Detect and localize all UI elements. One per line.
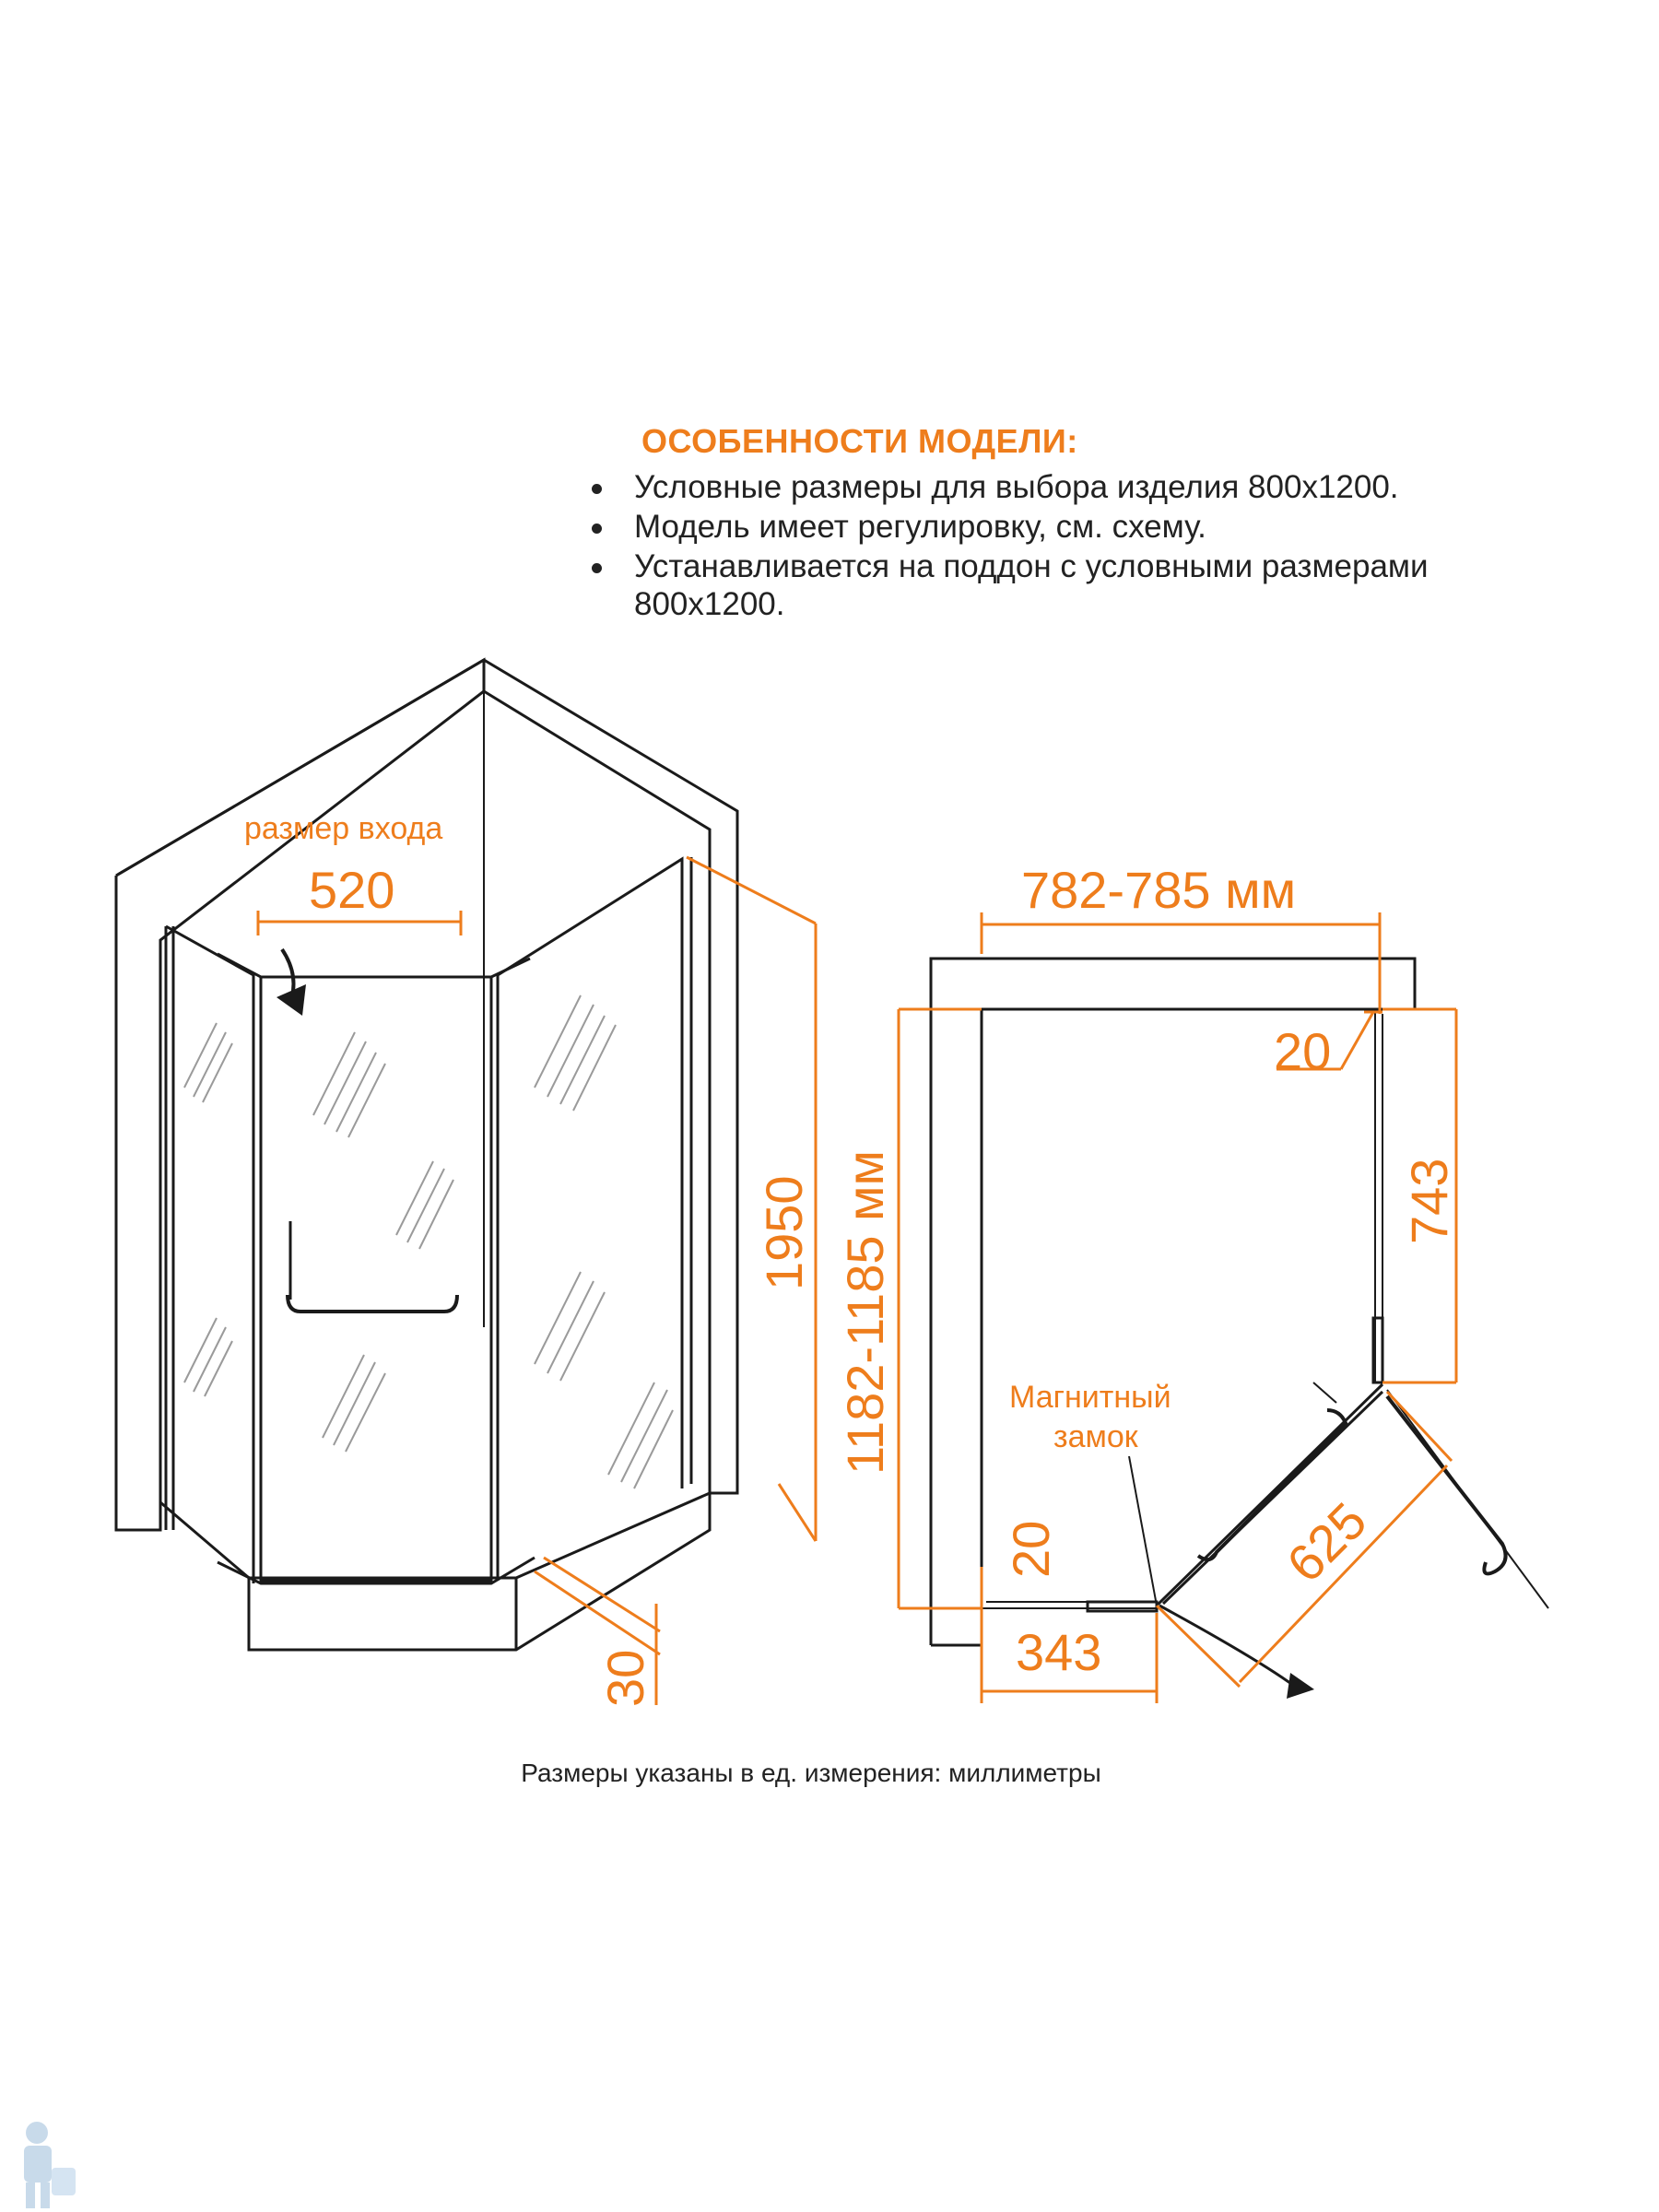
features-title: ОСОБЕННОСТИ МОДЕЛИ: <box>641 422 1078 460</box>
magnet-label-line2: замок <box>1053 1419 1138 1454</box>
frame-left-panel <box>166 926 253 1583</box>
height-value: 1950 <box>755 1175 813 1290</box>
entrance-label: размер входа <box>244 811 443 846</box>
door-extension-line <box>1157 1606 1240 1687</box>
door-length-value: 625 <box>1275 1490 1378 1594</box>
feature-item: Условные размеры для выбора изделия 800x1200. <box>586 468 1600 506</box>
plan-door <box>1157 1384 1382 1606</box>
plan-handle-outer <box>1387 1396 1506 1573</box>
tray-extension-line <box>535 1571 660 1654</box>
width-range-value: 782-785 мм <box>1021 861 1297 919</box>
top-gap-leader <box>1341 1012 1373 1069</box>
entrance-width-value: 520 <box>309 861 395 919</box>
side-length-value: 743 <box>1400 1158 1458 1244</box>
units-footnote: Размеры указаны в ед. измерения: миллиметры <box>521 1759 1101 1787</box>
plan-bottom-profile <box>1088 1602 1157 1611</box>
magnet-leader <box>1129 1456 1157 1606</box>
door-swing-arrow-head <box>1287 1673 1314 1699</box>
plan-side-profile <box>1373 1318 1382 1382</box>
top-gap-value: 20 <box>1274 1022 1332 1080</box>
plan-door-open <box>1313 1382 1336 1403</box>
height-extension-line <box>779 1484 816 1541</box>
feature-item: Модель имеет регулировку, см. схему. <box>586 508 1600 546</box>
door-extension-line <box>1387 1392 1452 1461</box>
tray-edge <box>516 1493 710 1578</box>
shower-tray <box>160 1493 710 1650</box>
door-swing-arrow-head <box>276 984 306 1016</box>
height-extension-line <box>687 857 816 924</box>
wall-outline-top <box>116 660 737 1493</box>
plan-door-open <box>1387 1390 1548 1608</box>
tray-height-value: 30 <box>596 1649 654 1707</box>
frame-right-panel <box>498 859 682 1488</box>
door-panel <box>261 977 491 1581</box>
door-handle <box>288 1295 457 1312</box>
depth-range-value: 1182-1185 мм <box>836 1149 894 1475</box>
plumber-figure-icon <box>0 2116 83 2212</box>
bottom-gap-value: 20 <box>1002 1520 1060 1578</box>
feature-item: Устанавливается на поддон с условными размерами 800x1200. <box>586 547 1600 623</box>
glass-reflections <box>184 995 673 1488</box>
wall-outline <box>116 660 484 1530</box>
isometric-view <box>116 660 737 1650</box>
magnet-label-line1: Магнитный <box>1009 1380 1171 1415</box>
bottom-length-value: 343 <box>1016 1623 1102 1681</box>
